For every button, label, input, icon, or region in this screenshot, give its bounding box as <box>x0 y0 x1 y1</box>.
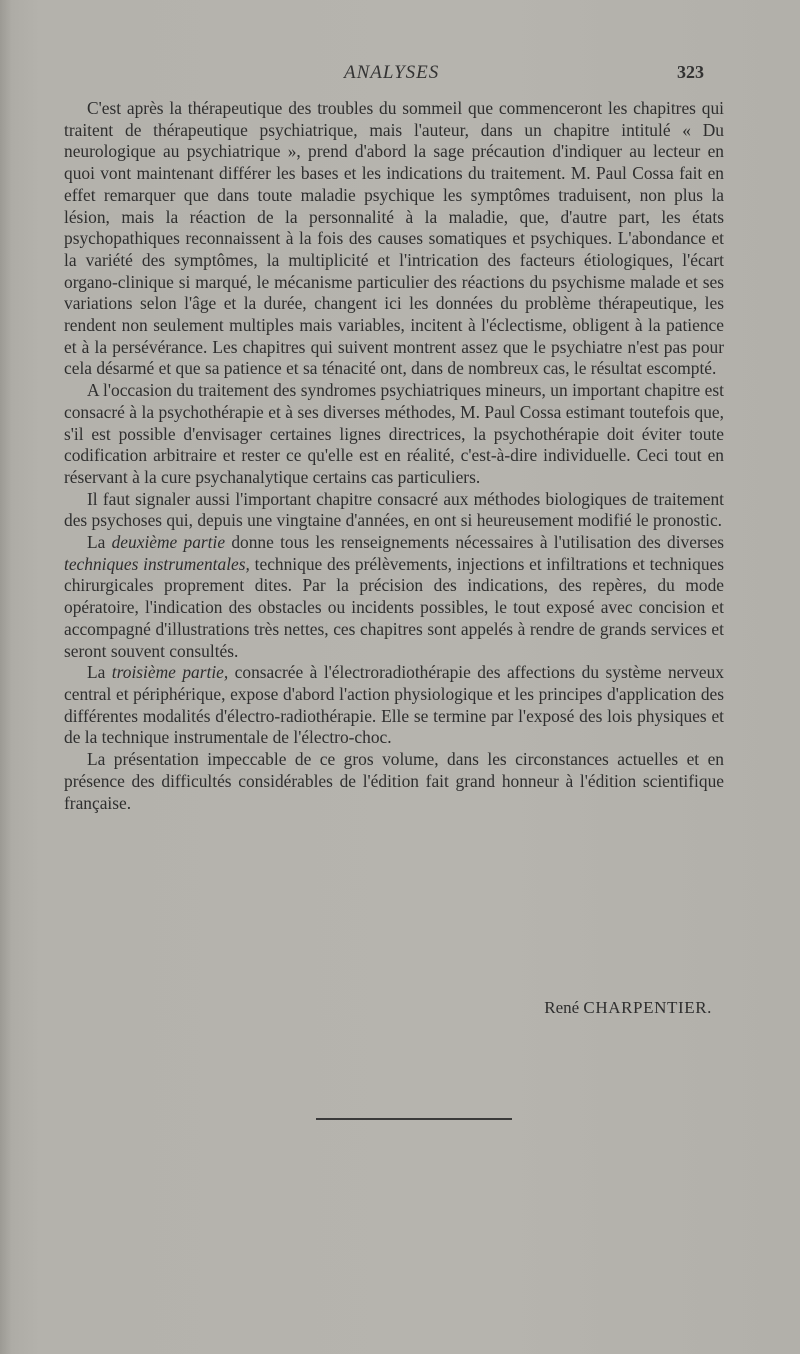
review-body <box>64 98 724 814</box>
signature-first-name: René <box>544 998 580 1017</box>
paragraph-4-text: donne tous les renseignements nécessaires à l'utilisation des diverses <box>225 532 725 553</box>
running-title: ANALYSES <box>344 62 440 83</box>
paragraph-5-text: La <box>87 662 112 683</box>
section-end-rule <box>316 1118 512 1120</box>
paragraph-4-text: La <box>87 532 112 553</box>
page-header <box>64 62 712 90</box>
paragraph-4 <box>64 532 724 662</box>
paragraph-4-italic: deuxième partie <box>111 532 226 553</box>
signature-last-name: CHARPENTIER. <box>583 998 712 1017</box>
paragraph-5-text: consacrée à l'électroradiothérapie des affections du système nerveux central et périphérique, expose d'abord l'action physiologique et les principes d'application des différentes modalités d'électro-radiothérapie. Elle se termine par l'exposé des lois physiques et de la technique instrumentale de l'électro-choc. <box>64 662 724 748</box>
author-signature <box>544 998 712 1018</box>
paragraph-3 <box>64 489 724 532</box>
paragraph-1-text: C'est après la thérapeutique des troubles du sommeil que commenceront les chapitres qui traitent de thérapeutique psychiatrique, mais l'auteur, dans un chapitre intitulé « Du neurologique au psychiatrique », prend d'abord la sage précaution d'indiquer au lecteur en quoi vont maintenant différer les bases et les indications du traitement. M. Paul Cossa fait en effet remarquer que dans toute maladie psychique les symptômes traduisent, non plus la lésion, mais la réaction de la personnalité à la maladie, que, d'autre part, les états psychopathiques reconnaissent à la fois des causes somatiques et psychiques. L'abondance et la variété des symptômes, la multiplicité et l'intrication des facteurs étiologiques, l'écart organo-clinique si marqué, le mécanisme particulier des réactions du psychisme malade et ses variations selon l'âge et la durée, changent ici les données du problème thérapeutique, les rendent non seulement multiples mais variables, incitent à l'éclectisme, obligent à la patience et à la persévérance. Les chapitres qui suivent montrent assez que le psychiatre n'est pas pour cela désarmé et que sa patience et sa ténacité ont, dans de nombreux cas, le résultat escompté. <box>64 98 724 379</box>
paragraph-1 <box>64 98 724 380</box>
paragraph-4-text: technique des prélèvements, injections et infiltrations et techniques chirurgicales proprement dites. Par la précision des indications, des repères, du mode opératoire, l'indication des obstacles ou incidents possibles, le tout exposé avec concision et accompagné d'illustrations très nettes, ces chapitres sont appelés à rendre de grands services et seront souvent consultés. <box>64 553 724 661</box>
paragraph-2-text: A l'occasion du traitement des syndromes psychiatriques mineurs, un important chapitre est consacré à la psychothérapie et à ses diverses méthodes, M. Paul Cossa estimant toutefois que, s'il est possible d'envisager certaines lignes directrices, la psychothérapie doit éviter toute codification arbitraire et rester ce qu'elle est en réalité, c'est-à-dire individuelle. Ceci tout en réservant à la cure psychanalytique certains cas particuliers. <box>64 380 724 487</box>
page-number: 323 <box>677 62 704 82</box>
paragraph-6 <box>64 749 724 814</box>
paragraph-6-text: La présentation impeccable de ce gros volume, dans les circonstances actuelles et en présence des difficultés considérables de l'édition fait grand honneur à l'édition scientifique française. <box>64 749 724 813</box>
paragraph-5 <box>64 662 724 749</box>
paragraph-5-italic: troisième partie, <box>111 662 229 683</box>
paragraph-2 <box>64 380 724 489</box>
paragraph-4-italic: techniques instrumentales, <box>64 553 250 574</box>
paragraph-3-text: Il faut signaler aussi l'important chapitre consacré aux méthodes biologiques de traitement des psychoses qui, depuis une vingtaine d'années, en ont si heureusement modifié le pronostic. <box>64 488 724 531</box>
